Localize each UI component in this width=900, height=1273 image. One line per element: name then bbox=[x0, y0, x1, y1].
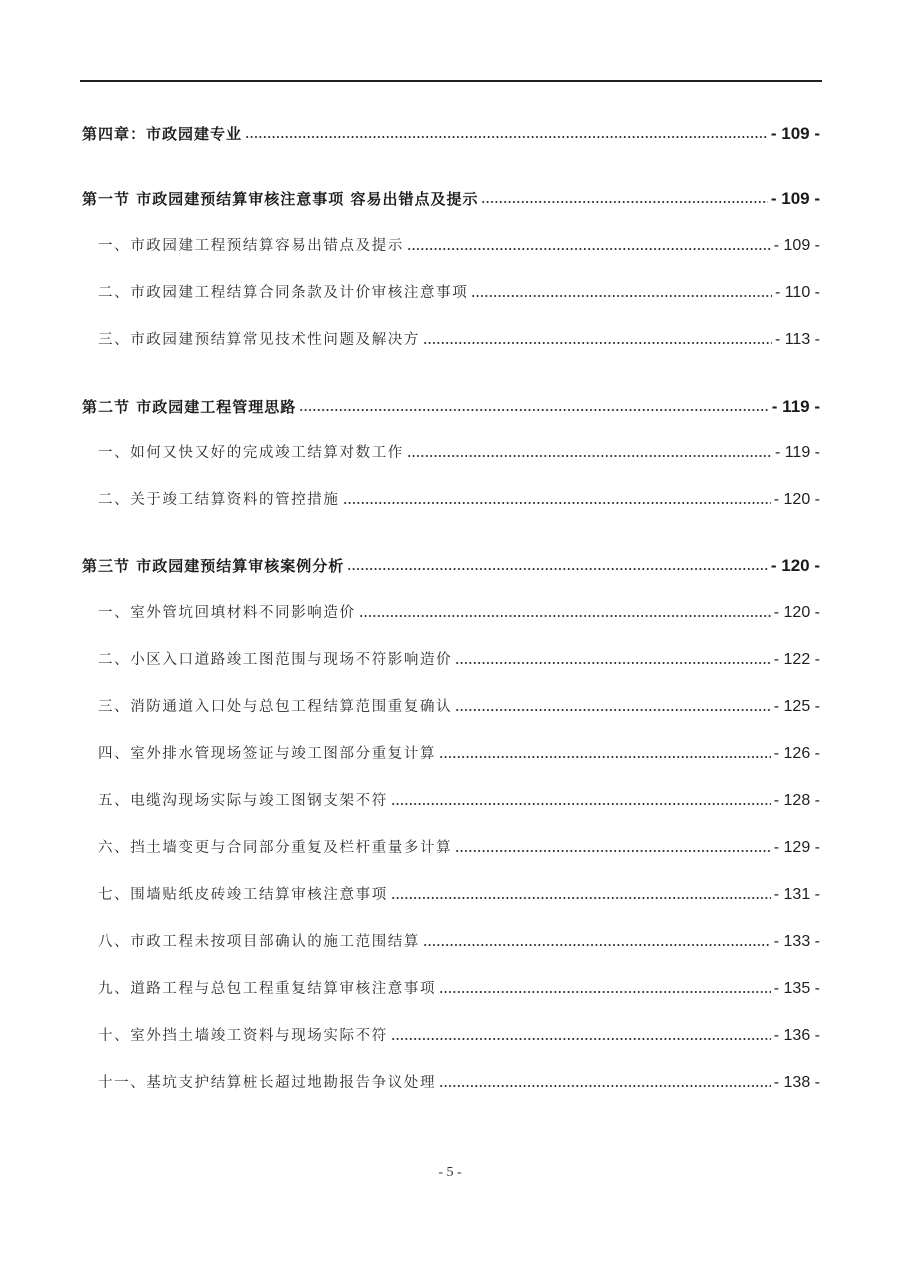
toc-entry-item[interactable] bbox=[98, 1026, 820, 1046]
toc-entry-page: - 135 - bbox=[773, 980, 820, 997]
toc-entry-page: - 131 - bbox=[773, 886, 820, 903]
toc-entry-title: 三、市政园建预结算常见技术性问题及解决方 bbox=[98, 332, 420, 348]
toc-entry-title: 六、挡土墙变更与合同部分重复及栏杆重量多计算 bbox=[98, 840, 453, 856]
toc-entry-page: - 125 - bbox=[773, 698, 820, 715]
toc-entry-item[interactable] bbox=[98, 283, 820, 303]
dot-leader bbox=[347, 567, 768, 571]
toc-entry-page: - 122 - bbox=[773, 651, 820, 668]
toc-entry-title: 二、关于竣工结算资料的管控措施 bbox=[98, 492, 340, 508]
toc-entry-page: - 126 - bbox=[773, 745, 820, 762]
dot-leader bbox=[407, 454, 772, 458]
toc-entry-page: - 109 - bbox=[770, 189, 820, 208]
toc-entry-page: - 128 - bbox=[773, 792, 820, 809]
toc-entry-title: 九、道路工程与总包工程重复结算审核注意事项 bbox=[98, 981, 437, 997]
dot-leader bbox=[439, 755, 771, 759]
header-rule bbox=[80, 80, 822, 82]
dot-leader bbox=[391, 896, 771, 900]
toc-entry-item[interactable] bbox=[98, 443, 820, 463]
toc-entry-item[interactable] bbox=[98, 979, 820, 999]
dot-leader bbox=[423, 341, 772, 345]
toc-entry-page: - 129 - bbox=[773, 839, 820, 856]
toc-entry-item[interactable] bbox=[98, 697, 820, 717]
toc-entry-section-2[interactable] bbox=[82, 397, 820, 417]
toc-entry-page: - 138 - bbox=[773, 1074, 820, 1091]
toc-entry-page: - 120 - bbox=[770, 556, 820, 575]
toc-entry-title: 五、电缆沟现场实际与竣工图钢支架不符 bbox=[98, 793, 388, 809]
dot-leader bbox=[391, 1037, 771, 1041]
dot-leader bbox=[359, 614, 771, 618]
toc-entry-item[interactable] bbox=[98, 603, 820, 623]
dot-leader bbox=[455, 661, 771, 665]
toc-entry-item[interactable] bbox=[98, 650, 820, 670]
toc-entry-page: - 120 - bbox=[773, 491, 820, 508]
toc-entry-item[interactable] bbox=[98, 1073, 820, 1093]
toc-entry-item[interactable] bbox=[98, 885, 820, 905]
toc-entry-chapter-4[interactable] bbox=[82, 124, 820, 144]
toc-entry-page: - 136 - bbox=[773, 1027, 820, 1044]
toc-entry-title: 第一节 市政园建预结算审核注意事项 容易出错点及提示 bbox=[82, 190, 479, 208]
page-number: - 5 - bbox=[438, 1165, 462, 1180]
toc-entry-title: 三、消防通道入口处与总包工程结算范围重复确认 bbox=[98, 699, 453, 715]
dot-leader bbox=[439, 990, 771, 994]
toc-entry-title: 四、室外排水管现场签证与竣工图部分重复计算 bbox=[98, 746, 437, 762]
toc-entry-item[interactable] bbox=[98, 330, 820, 350]
dot-leader bbox=[471, 294, 772, 298]
toc-entry-title: 一、市政园建工程预结算容易出错点及提示 bbox=[98, 238, 404, 254]
dot-leader bbox=[455, 708, 771, 712]
dot-leader bbox=[391, 802, 771, 806]
toc-entry-title: 二、小区入口道路竣工图范围与现场不符影响造价 bbox=[98, 652, 453, 668]
dot-leader bbox=[245, 135, 768, 139]
toc-entry-section-1[interactable] bbox=[82, 189, 820, 209]
toc-entry-page: - 109 - bbox=[773, 237, 820, 254]
toc-entry-item[interactable] bbox=[98, 932, 820, 952]
toc-entry-page: - 133 - bbox=[773, 933, 820, 950]
toc-entry-title: 一、室外管坑回填材料不同影响造价 bbox=[98, 605, 356, 621]
toc-entry-page: - 119 - bbox=[774, 444, 820, 461]
toc-entry-section-3[interactable] bbox=[82, 556, 820, 576]
toc-entry-title: 第三节 市政园建预结算审核案例分析 bbox=[82, 557, 345, 575]
toc-entry-item[interactable] bbox=[98, 791, 820, 811]
toc-entry-title: 第四章：市政园建专业 bbox=[82, 125, 243, 143]
toc-entry-page: - 119 - bbox=[771, 397, 820, 416]
dot-leader bbox=[455, 849, 771, 853]
toc-entry-title: 十、室外挡土墙竣工资料与现场实际不符 bbox=[98, 1028, 388, 1044]
toc-entry-page: - 109 - bbox=[770, 124, 820, 143]
dot-leader bbox=[481, 200, 767, 204]
dot-leader bbox=[439, 1084, 771, 1088]
toc-entry-item[interactable] bbox=[98, 744, 820, 764]
toc-entry-item[interactable] bbox=[98, 236, 820, 256]
dot-leader bbox=[299, 408, 769, 412]
toc-entry-page: - 110 - bbox=[774, 284, 820, 301]
toc-entry-title: 第二节 市政园建工程管理思路 bbox=[82, 398, 297, 416]
toc-entry-page: - 113 - bbox=[774, 331, 820, 348]
toc-entry-page: - 120 - bbox=[773, 604, 820, 621]
toc-entry-item[interactable] bbox=[98, 490, 820, 510]
toc-entry-title: 七、围墙贴纸皮砖竣工结算审核注意事项 bbox=[98, 887, 388, 903]
dot-leader bbox=[343, 501, 771, 505]
toc-entry-title: 八、市政工程未按项目部确认的施工范围结算 bbox=[98, 934, 420, 950]
toc-entry-title: 一、如何又快又好的完成竣工结算对数工作 bbox=[98, 445, 404, 461]
dot-leader bbox=[407, 247, 771, 251]
toc-entry-title: 二、市政园建工程结算合同条款及计价审核注意事项 bbox=[98, 285, 469, 301]
toc-entry-title: 十一、基坑支护结算桩长超过地勘报告争议处理 bbox=[98, 1075, 437, 1091]
toc-entry-item[interactable] bbox=[98, 838, 820, 858]
dot-leader bbox=[423, 943, 771, 947]
